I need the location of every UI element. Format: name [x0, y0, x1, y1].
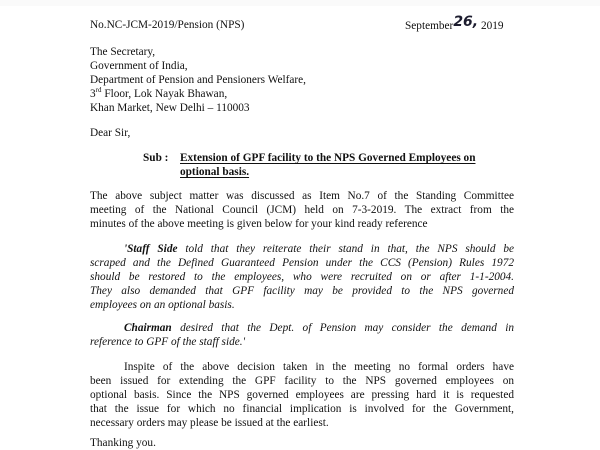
quote1-line-5: employees on an optional basis. [90, 299, 235, 311]
addressee-line-3: Department of Pension and Pensioners Welfare, [90, 74, 306, 86]
para1-line-3: minutes of the above meeting is given below for your kind ready reference [90, 218, 428, 230]
letter-date [405, 14, 504, 33]
quote1-line-1: 'Staff Side told that they reiterate their stand in that, the NPS should be [124, 243, 515, 255]
addressee-line-5: Khan Market, New Delhi – 110003 [90, 102, 250, 114]
para2-line-1: Inspite of the above decision taken in the meeting no formal orders have [124, 361, 514, 373]
quote2-line-1: Chairman desired that the Dept. of Pension may consider the demand in [124, 322, 514, 334]
quote1-line-2: scraped and the Defined Guaranteed Pension under the CCS (Pension) Rules 1972 [90, 257, 514, 269]
para2-line-2: been issued for extending the GPF facility to the NPS governed employees on [90, 375, 514, 387]
subject-line-2: optional basis. [180, 166, 250, 178]
quote1-line-4: They also demanded that GPF facility may be provided to the NPS governed [90, 285, 514, 297]
quote2-lead: Chairman [124, 322, 172, 334]
addressee-line-1: The Secretary, [90, 46, 156, 58]
scan-edge [0, 0, 600, 6]
para1-line-2: meeting of the National Council (JCM) held on 7-3-2019. The extract from the [90, 204, 514, 216]
date-month: September [405, 20, 454, 32]
salutation: Dear Sir, [90, 127, 131, 139]
subject-label: Sub : [143, 152, 169, 164]
addressee-line-2: Government of India, [90, 60, 188, 72]
date-year: 2019 [480, 20, 504, 32]
subject-line-1: Extension of GPF facility to the NPS Governed Employees on [180, 152, 476, 164]
para2-line-5: necessary orders may please be issued at the earliest. [90, 417, 329, 429]
para2-line-3: optional basis. Since the NPS governed employees are pressing hard it is requested [90, 389, 514, 401]
closing: Thanking you. [90, 437, 156, 449]
quote1-line-3: should be restored to the employees, who were recruited on or after 1-1-2004. [90, 271, 514, 283]
reference-number: No.NC-JCM-2019/Pension (NPS) [90, 19, 245, 31]
para1-line-1: The above subject matter was discussed as Item No.7 of the Standing Committee [90, 190, 514, 202]
date-day-handwritten: 26, [453, 14, 479, 30]
addressee-line-4: 3rd Floor, Lok Nayak Bhawan, [90, 86, 228, 100]
quote1-lead: 'Staff Side [124, 243, 178, 255]
para2-line-4: that the issue for which no financial implication is involved for the Government, [90, 403, 514, 415]
quote2-line-2: reference to GPF of the staff side.' [90, 336, 245, 348]
